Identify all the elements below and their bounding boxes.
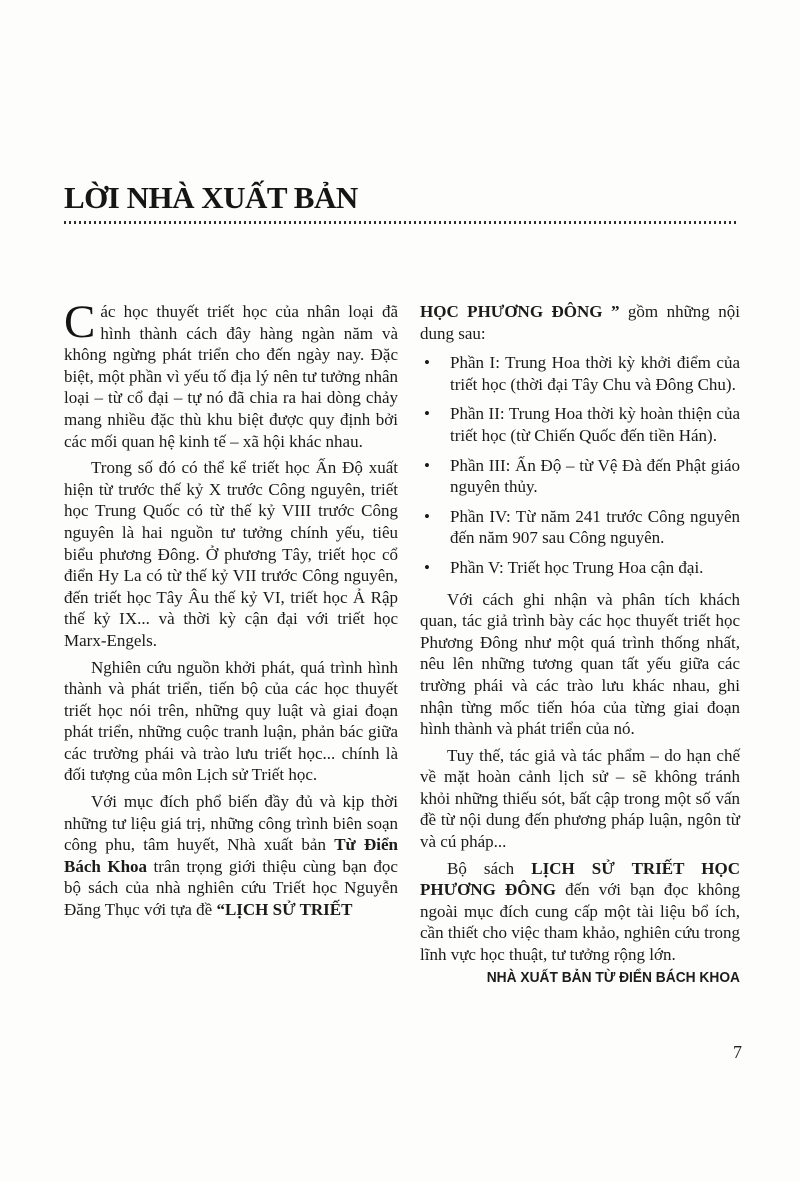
paragraph-research: Nghiên cứu nguồn khởi phát, quá trình hình thành và phát triển, tiến bộ của các học thuyết triết học nói trên, những quy luật và giai đoạn phát triển, những cuộc tranh luận, phản bác giữa các trường phái và trào lưu triết học... chính là đối tượng của môn Lịch sử Triết học.	[64, 657, 398, 785]
paragraph-intro	[64, 296, 398, 452]
left-column	[64, 296, 398, 986]
paragraph-closing: Bộ sách LỊCH SỬ TRIẾT HỌC PHƯƠNG ĐÔNG đến với bạn đọc không ngoài mục đích cung cấp một tài liệu bổ ích, cần thiết cho việc tham khảo, nghiên cứu trong lĩnh vực học thuật, tư tưởng rộng lớn.	[420, 858, 740, 965]
bullet-icon: •	[424, 455, 430, 475]
list-item-text: Phần V: Triết học Trung Hoa cận đại.	[450, 557, 704, 577]
list-item-text: Phần IV: Từ năm 241 trước Công nguyên đến năm 907 sau Công nguyên.	[450, 506, 740, 548]
bullet-icon: •	[424, 506, 430, 526]
dotted-rule	[64, 221, 738, 224]
paragraph-intro-text: ác học thuyết triết học của nhân loại đã hình thành cách đây hàng ngàn năm và không ngừng phát triển cho đến ngày nay. Đặc biệt, một phần vì yếu tố địa lý nên tư tưởng nhân loại – từ cổ đại – tự nó đã chia ra hai dòng chảy mang nhiều đặc thù khu biệt được quy định bởi các mối quan hệ kinh tế – xã hội khác nhau.	[64, 302, 398, 451]
right-column	[420, 301, 740, 986]
paragraph-analysis: Với cách ghi nhận và phân tích khách quan, tác giả trình bày các học thuyết triết học Phương Đông như một quá trình thống nhất, nêu lên những tương quan tất yếu giữa các trường phái và các trào lưu khác nhau, ghi nhận từng mốc tiến hóa của từng giai đoạn hình thành và phát triển của nó.	[420, 589, 740, 739]
drop-cap: C	[64, 296, 96, 348]
page-title: LỜI NHÀ XUẤT BẢN	[64, 180, 358, 215]
two-column-body	[64, 296, 740, 986]
paragraph-purpose: Với mục đích phổ biến đầy đủ và kịp thời những tư liệu giá trị, những công trình biên soạn công phu, tâm huyết, Nhà xuất bản Từ Điển Bách Khoa trân trọng giới thiệu cùng bạn đọc bộ sách của nhà nghiên cứu Triết học Nguyễn Đăng Thục với tựa đề “LỊCH SỬ TRIẾT	[64, 792, 398, 920]
paragraph-limitations: Tuy thế, tác giả và tác phẩm – do hạn chế về mặt hoàn cảnh lịch sử – sẽ không tránh khỏi những thiếu sót, bất cập trong một số vấn đề từ nội dung đến phương pháp luận, ngôn từ và cú pháp...	[420, 745, 740, 852]
list-item-text: Phần III: Ấn Độ – từ Vệ Đà đến Phật giáo nguyên thủy.	[450, 455, 740, 497]
heading-continuation: HỌC PHƯƠNG ĐÔNG ” gồm những nội dung sau:	[420, 302, 740, 343]
publisher-signature: NHÀ XUẤT BẢN TỪ ĐIỂN BÁCH KHOA	[486, 969, 740, 986]
bullet-icon: •	[424, 404, 430, 424]
list-item-part-4	[420, 506, 740, 549]
bullet-icon: •	[424, 353, 430, 373]
list-item-part-3	[420, 455, 740, 498]
list-item-text: Phần I: Trung Hoa thời kỳ khởi điểm của triết học (thời đại Tây Chu và Đông Chu).	[450, 353, 740, 394]
list-item-part-2	[420, 403, 740, 446]
list-item-part-1	[420, 352, 740, 395]
paragraph-origins: Trong số đó có thể kể triết học Ấn Độ xuất hiện từ trước thế kỷ X trước Công nguyên, triết học Trung Quốc có từ thế kỷ VIII trước Công nguyên là hai nguồn tư tưởng chính yếu, tiêu biểu phương Đông. Ở phương Tây, triết học cổ điển Hy La có từ thế kỷ VII trước Công nguyên, đến triết học Tây Âu thế kỷ VI, triết học Ả Rập thế kỷ IX... và thời kỳ cận đại với triết học Marx-Engels.	[64, 458, 398, 650]
list-item-part-5	[420, 557, 740, 579]
list-item-text: Phần II: Trung Hoa thời kỳ hoàn thiện của triết học (từ Chiến Quốc đến tiền Hán).	[450, 404, 740, 445]
page-header	[64, 181, 738, 224]
page-number: 7	[733, 1042, 742, 1062]
bullet-icon: •	[424, 557, 430, 577]
